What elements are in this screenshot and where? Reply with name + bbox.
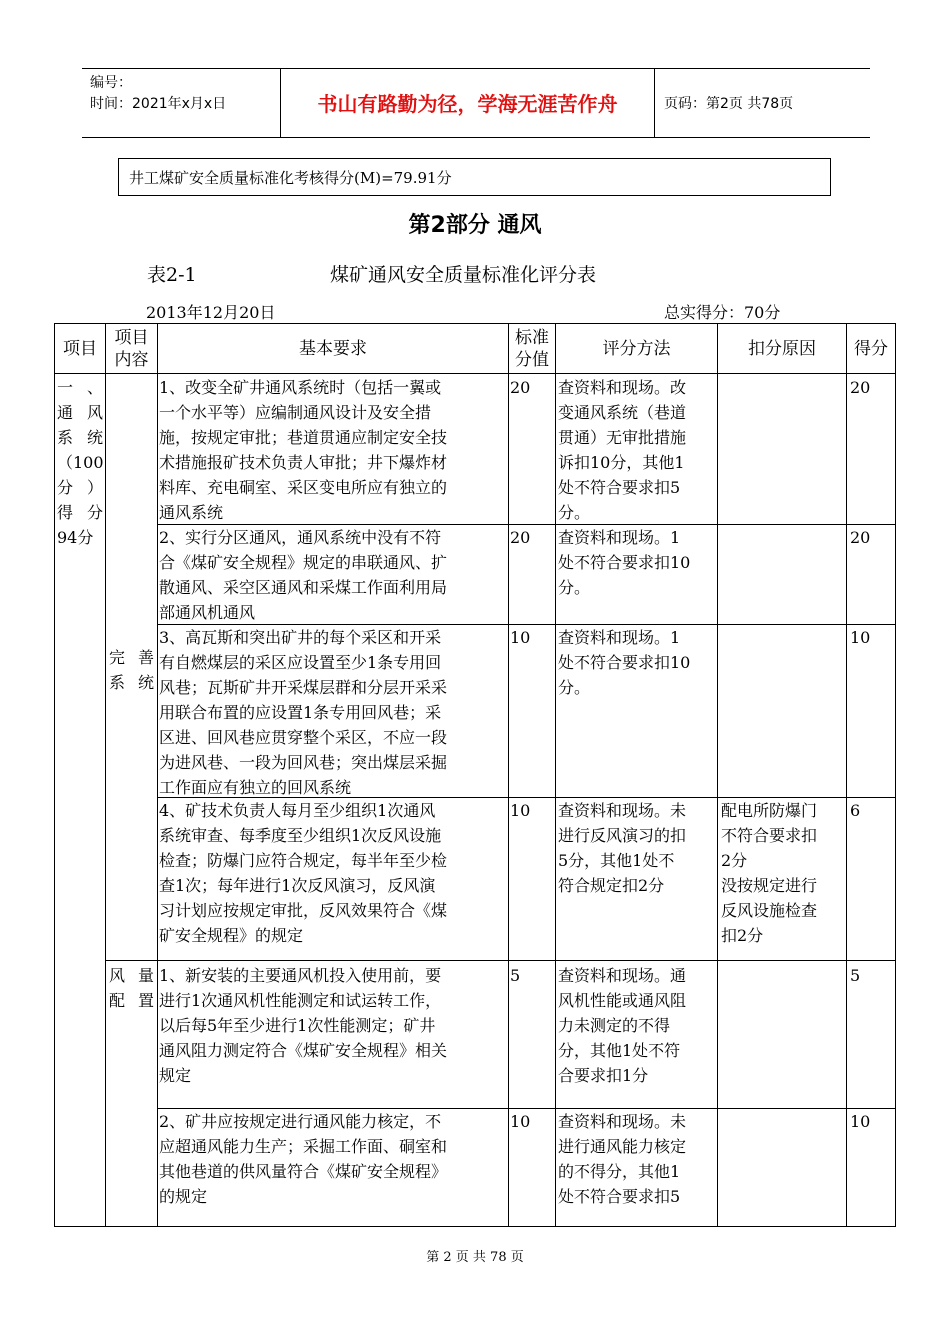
text-line: 进行1次通风机性能测定和试运转工作， [159, 991, 442, 1010]
text-line: 符合规定扣2分 [558, 876, 665, 895]
total-score: 总实得分：70分 [664, 303, 781, 322]
method-cell [558, 963, 716, 1088]
text-line: 查资料和现场。改 [558, 378, 687, 397]
text-line: 5分，其他1处不 [558, 851, 675, 870]
text-line: 习计划应按规定审批，反风效果符合《煤 [159, 901, 448, 920]
table-border [54, 323, 55, 1227]
requirement-cell [159, 1109, 508, 1209]
text-line: 1、新安装的主要通风机投入使用前，要 [159, 966, 442, 985]
text-line: 的不得分，其他1 [558, 1162, 681, 1181]
text-line: 1、改变全矿井通风系统时（包括一翼或 [159, 378, 442, 397]
group-label-line: 系 统 [109, 673, 154, 692]
text-line: 工作面应有独立的回风系统 [159, 778, 352, 797]
text-line: 散通风、采空区通风和采煤工作面利用局 [159, 578, 448, 597]
text-line: 查资料和现场。1 [558, 528, 681, 547]
text-line: 变通风系统（巷道 [558, 403, 687, 422]
text-line: 风机性能或通风阻 [558, 991, 687, 1010]
method-cell [558, 625, 716, 700]
text-line: 2、实行分区通风，通风系统中没有不符 [159, 528, 442, 547]
standard-cell: 10 [510, 628, 531, 647]
group-label-line: 风 量 [109, 966, 154, 985]
text-line: 分。 [558, 578, 591, 597]
item-label-line: 通 风 [57, 403, 103, 422]
item-label-line: 94分 [57, 528, 94, 547]
page-header [82, 68, 870, 138]
column-line [555, 323, 556, 1227]
page-footer: 第 2 页 共 78 页 [426, 1250, 524, 1265]
text-line: 2分 [721, 851, 748, 870]
item-label-line: 分） [57, 478, 103, 497]
text-line: 查资料和现场。1 [558, 628, 681, 647]
text-line: 配电所防爆门 [721, 801, 818, 820]
text-line: 区进、回风巷应贯穿整个采区，不应一段 [159, 728, 448, 747]
text-line: 处不符合要求扣10 [558, 653, 691, 672]
header-content-line: 内容 [114, 349, 149, 370]
text-line: 反风设施检查 [721, 901, 818, 920]
header-content [106, 324, 157, 373]
column-line [105, 323, 106, 1227]
table-border [54, 1226, 896, 1227]
score-cell: 5 [850, 966, 861, 985]
column-line [508, 323, 509, 1227]
group-label-line: 配 置 [109, 991, 154, 1010]
header-standard [509, 324, 555, 373]
text-line: 查资料和现场。未 [558, 1112, 687, 1131]
group-label-complete-system [109, 645, 154, 695]
item-label-line: 得 分 [57, 503, 103, 522]
text-line: 其他巷道的供风量符合《煤矿安全规程》 [159, 1162, 448, 1181]
standard-cell: 10 [510, 801, 531, 820]
text-line: 有自燃煤层的采区应设置至少1条专用回 [159, 653, 442, 672]
requirement-cell [159, 375, 508, 525]
column-line [846, 323, 847, 1227]
text-line: 查1次；每年进行1次反风演习，反风演 [159, 876, 436, 895]
text-line: 合《煤矿安全规程》规定的串联通风、扩 [159, 553, 448, 572]
text-line: 分。 [558, 503, 591, 522]
standard-cell: 20 [510, 378, 531, 397]
text-line: 为进风巷、一段为回风巷；突出煤层采掘 [159, 753, 448, 772]
header-method: 评分方法 [602, 338, 671, 359]
text-line: 合要求扣1分 [558, 1066, 649, 1085]
table-border [895, 323, 896, 1227]
text-line: 用联合布置的应设置1条专用回风巷；采 [159, 703, 442, 722]
text-line: 检查；防爆门应符合规定，每半年至少检 [159, 851, 448, 870]
score-cell: 20 [850, 528, 871, 547]
text-line: 部通风机通风 [159, 603, 256, 622]
code-label: 编号： [90, 75, 132, 91]
text-line: 贯通）无审批措施 [558, 428, 687, 447]
item-label-line: （100 [57, 453, 104, 472]
text-line: 施，按规定审批；巷道贯通应制定安全技 [159, 428, 448, 447]
header-standard-line: 标准 [515, 327, 549, 348]
standard-cell: 20 [510, 528, 531, 547]
requirement-cell [159, 625, 508, 800]
text-line: 进行反风演习的扣 [558, 826, 687, 845]
text-line: 4、矿技术负责人每月至少组织1次通风 [159, 801, 436, 820]
text-line: 系统审查、每季度至少组织1次反风设施 [159, 826, 442, 845]
text-line: 通风阻力测定符合《煤矿安全规程》相关 [159, 1041, 448, 1060]
text-line: 处不符合要求扣5 [558, 1187, 681, 1206]
text-line: 一个水平等）应编制通风设计及安全措 [159, 403, 432, 422]
header-motto: 书山有路勤为径，学海无涯苦作舟 [317, 92, 618, 116]
row-line [54, 373, 896, 374]
header-content-line: 项目 [114, 327, 149, 348]
header-page-info: 页码：第2页 共78页 [664, 96, 794, 112]
group-label-line: 完 善 [109, 648, 154, 667]
item-label-line: 系 统 [57, 428, 103, 447]
text-line: 通风系统 [159, 503, 224, 522]
method-cell [558, 798, 716, 898]
header-requirement: 基本要求 [299, 338, 367, 359]
requirement-cell [159, 963, 508, 1088]
score-cell: 10 [850, 628, 871, 647]
table-date: 2013年12月20日 [146, 303, 276, 322]
row-line [105, 960, 896, 961]
text-line: 应超通风能力生产；采掘工作面、硐室和 [159, 1137, 448, 1156]
header-standard-line: 分值 [515, 349, 549, 370]
score-cell: 6 [850, 801, 861, 820]
item-label [57, 375, 103, 550]
part-title: 第2部分 通风 [408, 213, 542, 238]
header-score: 得分 [854, 338, 888, 359]
column-line [157, 323, 158, 1227]
text-line: 的规定 [159, 1187, 208, 1206]
text-line: 力未测定的不得 [558, 1016, 671, 1035]
text-line: 查资料和现场。未 [558, 801, 687, 820]
text-line: 矿安全规程》的规定 [159, 926, 304, 945]
time-label: 时间：2021年x月x日 [90, 96, 227, 112]
deduction-cell [721, 798, 845, 948]
method-cell [558, 525, 716, 600]
text-line: 处不符合要求扣10 [558, 553, 691, 572]
standard-cell: 10 [510, 1112, 531, 1131]
score-cell: 10 [850, 1112, 871, 1131]
text-line: 规定 [159, 1066, 192, 1085]
group-label-air-volume [109, 963, 154, 1013]
scoring-table [54, 323, 896, 1227]
text-line: 料库、充电硐室、采区变电所应有独立的 [159, 478, 448, 497]
text-line: 不符合要求扣 [721, 826, 818, 845]
header-meta [90, 73, 280, 115]
column-line [717, 323, 718, 1227]
item-label-line: 一、 [57, 378, 103, 397]
table-title: 煤矿通风安全质量标准化评分表 [330, 264, 597, 286]
method-cell [558, 1109, 716, 1209]
header-item: 项目 [63, 338, 97, 359]
text-line: 分。 [558, 678, 591, 697]
table-number: 表2-1 [147, 264, 197, 286]
header-deduction: 扣分原因 [748, 338, 816, 359]
requirement-cell [159, 525, 508, 625]
text-line: 处不符合要求扣5 [558, 478, 681, 497]
requirement-cell [159, 798, 508, 948]
text-line: 查资料和现场。通 [558, 966, 687, 985]
text-line: 术措施报矿技术负责人审批；井下爆炸材 [159, 453, 448, 472]
text-line: 分，其他1处不符 [558, 1041, 681, 1060]
text-line: 进行通风能力核定 [558, 1137, 687, 1156]
header-divider [654, 69, 655, 137]
score-cell: 20 [850, 378, 871, 397]
text-line: 风巷；瓦斯矿井开采煤层群和分层开采采 [159, 678, 448, 697]
text-line: 以后每5年至少进行1次性能测定；矿井 [159, 1016, 436, 1035]
text-line: 3、高瓦斯和突出矿井的每个采区和开采 [159, 628, 442, 647]
text-line: 2、矿井应按规定进行通风能力核定，不 [159, 1112, 442, 1131]
text-line: 诉扣10分，其他1 [558, 453, 685, 472]
method-cell [558, 375, 716, 525]
text-line: 没按规定进行 [721, 876, 818, 895]
standard-cell: 5 [510, 966, 521, 985]
text-line: 扣2分 [721, 926, 764, 945]
overall-score-box: 井工煤矿安全质量标准化考核得分(M)=79.91分 [118, 158, 831, 196]
